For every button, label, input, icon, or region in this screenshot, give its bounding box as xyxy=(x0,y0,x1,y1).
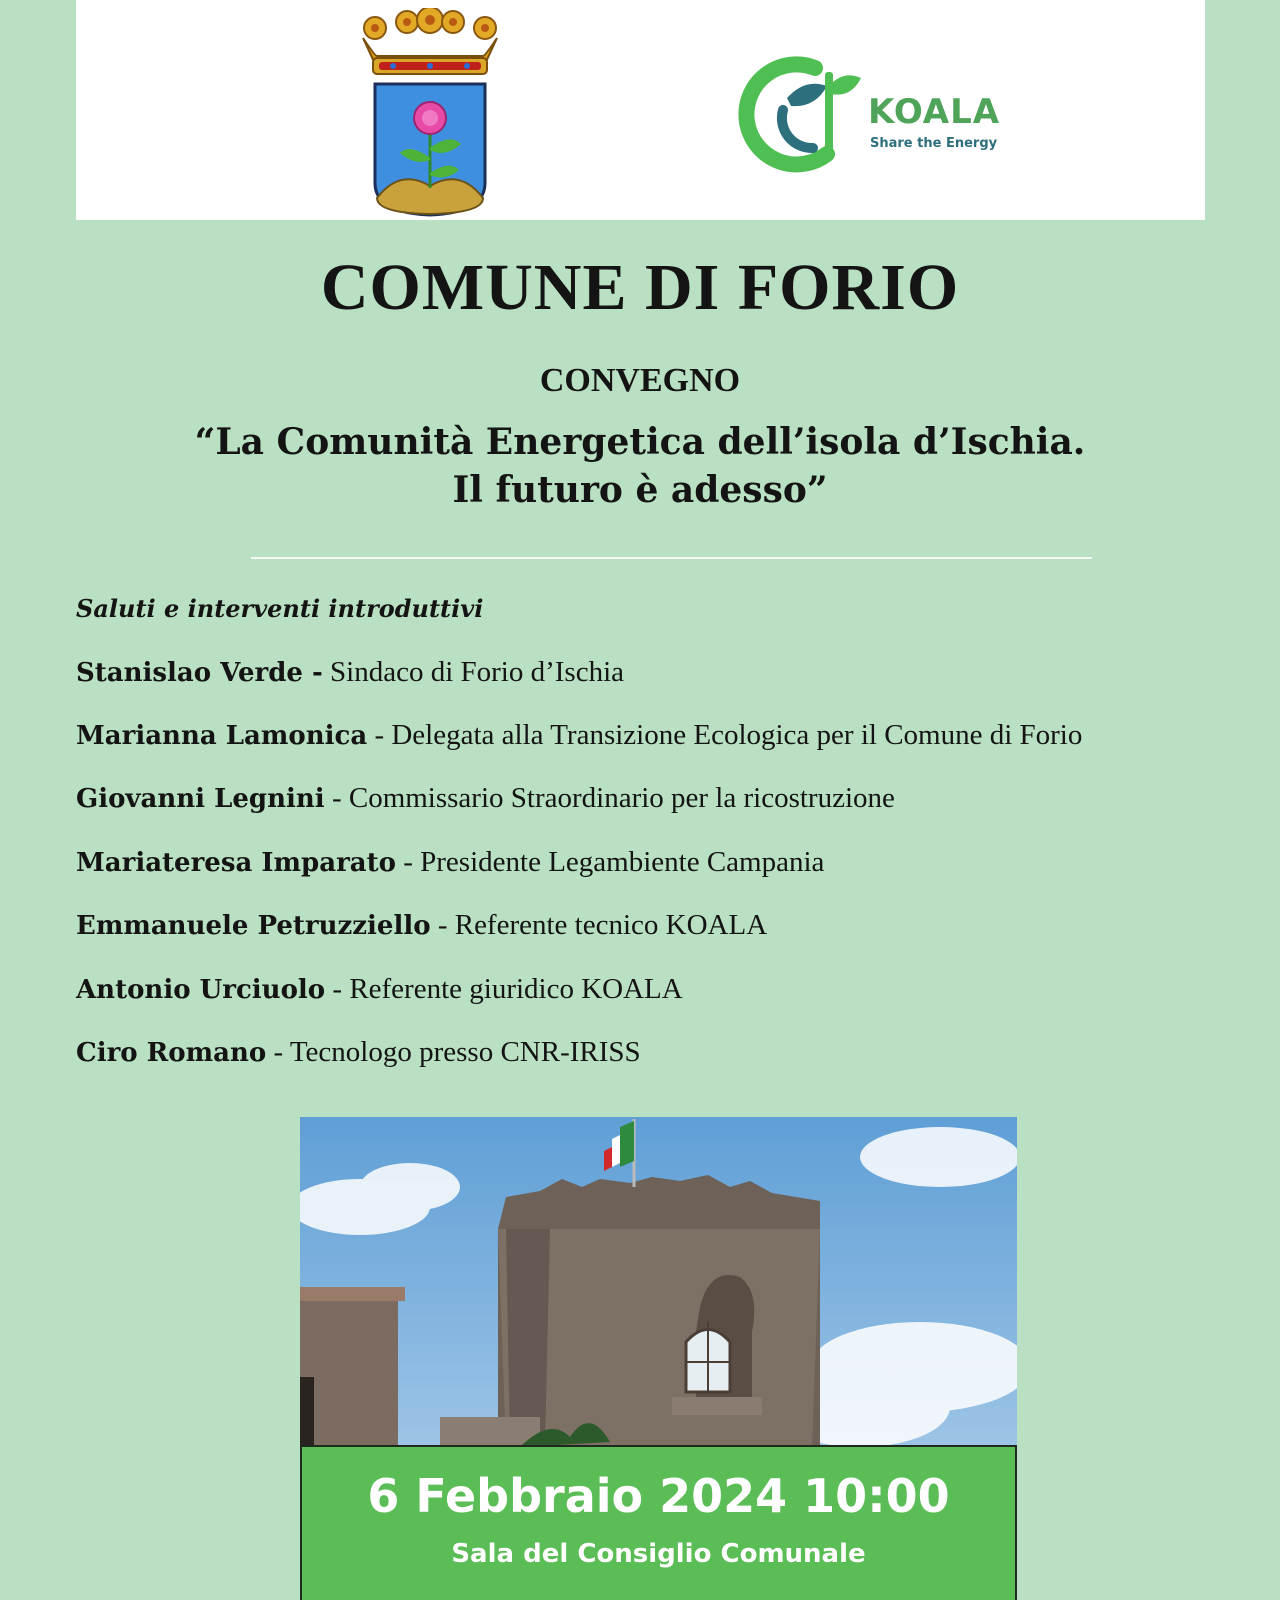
speaker-name: Giovanni Legnini xyxy=(76,784,325,814)
page-title: COMUNE DI FORIO xyxy=(320,251,960,324)
tower-photo xyxy=(300,1117,1017,1447)
koala-logo xyxy=(735,50,1035,175)
event-title-line-1: “La Comunità Energetica dell’isola d’Ischia. xyxy=(194,421,1086,463)
speaker-role: - Tecnologo presso CNR-IRISS xyxy=(266,1036,641,1068)
speaker-role: - Commissario Straordinario per la ricostruzione xyxy=(324,782,895,814)
header-band xyxy=(76,0,1205,220)
event-title-line-2: Il futuro è adesso” xyxy=(452,469,828,511)
divider xyxy=(251,557,1092,559)
speaker-row xyxy=(76,782,895,815)
speaker-name: Emmanuele Petruzziello xyxy=(76,911,431,941)
speaker-role: - Delegata alla Transizione Ecologica per il Comune di Forio xyxy=(367,719,1083,751)
speaker-role: - Referente tecnico KOALA xyxy=(430,909,768,941)
speaker-role: - Presidente Legambiente Campania xyxy=(395,846,825,878)
date-box xyxy=(300,1445,1017,1600)
event-label: CONVEGNO xyxy=(539,362,741,399)
event-venue: Sala del Consiglio Comunale xyxy=(451,1539,866,1569)
koala-name: KOALA xyxy=(868,92,1001,132)
event-date: 6 Febbraio 2024 10:00 xyxy=(367,1469,950,1523)
speaker-name: Stanislao Verde - xyxy=(76,658,323,688)
speaker-row xyxy=(76,846,824,879)
program-heading: Saluti e interventi introduttivi xyxy=(76,594,484,623)
speaker-row xyxy=(76,719,1082,752)
speaker-row xyxy=(76,909,767,942)
crest-icon xyxy=(355,8,505,218)
speaker-row xyxy=(76,656,624,689)
speaker-row xyxy=(76,1036,641,1069)
speaker-name: Marianna Lamonica xyxy=(76,721,368,751)
koala-tagline: Share the Energy xyxy=(870,136,998,151)
speaker-name: Mariateresa Imparato xyxy=(76,848,396,878)
speaker-role: - Referente giuridico KOALA xyxy=(325,973,683,1005)
speaker-name: Antonio Urciuolo xyxy=(76,975,326,1005)
event-title xyxy=(0,418,1280,514)
speaker-row xyxy=(76,973,683,1006)
koala-leaf-icon xyxy=(735,50,865,175)
speaker-name: Ciro Romano xyxy=(76,1038,267,1068)
speaker-role: Sindaco di Forio d’Ischia xyxy=(322,656,624,688)
